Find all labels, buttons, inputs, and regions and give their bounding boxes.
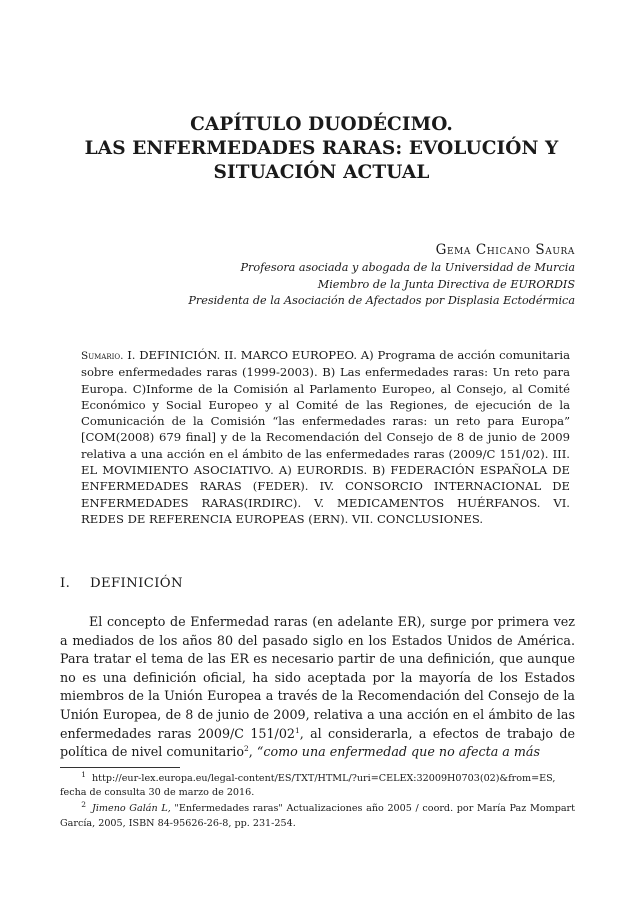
- section-number: I.: [60, 576, 71, 591]
- summary-label: Sumario.: [81, 350, 124, 362]
- footnote-ref-1[interactable]: 1: [294, 725, 300, 735]
- footnote-2-text: "Enfermedades raras" Actualizaciones año 2005 / coord. por María Paz Mompart García, 2005, ISBN 84-95626-26-8, pp. 231-254.: [60, 803, 575, 829]
- footnote-2-author: Jimeno Galán L,: [92, 803, 171, 815]
- body-text-part-2: , al considerarla, a efectos de trabajo de política de nivel comunitario: [60, 725, 575, 760]
- author-name: Gema Chicano Saura: [435, 242, 575, 258]
- footnote-1: [60, 769, 575, 800]
- chapter-title-line-2: LAS ENFERMEDADES RARAS: EVOLUCIÓN Y: [84, 138, 559, 159]
- body-quote: “como una enfermedad que no afecta a más: [256, 744, 541, 760]
- author-affiliation-3: Presidenta de la Asociación de Afectados por Displasia Ectodérmica: [188, 294, 575, 307]
- author-affiliation-1: Profesora asociada y abogada de la Universidad de Murcia: [240, 261, 575, 274]
- chapter-title-line-3: SITUACIÓN ACTUAL: [213, 162, 430, 183]
- summary-paragraph: [81, 347, 570, 527]
- chapter-title-line-1: CAPÍTULO DUODÉCIMO.: [190, 114, 453, 135]
- body-text: [60, 613, 575, 762]
- author-block: [188, 240, 575, 310]
- footnote-ref-2[interactable]: 2: [244, 743, 249, 753]
- footnote-1-text[interactable]: http://eur-lex.europa.eu/legal-content/ES/TXT/HTML/?uri=CELEX:32009H0703(02)&from=ES, fecha de consulta 30 de marzo de 2016.: [60, 773, 556, 799]
- summary-text: I. DEFINICIÓN. II. MARCO EUROPEO. A) Programa de acción comunitaria sobre enfermedades raras (1999-2003). B) Las enfermedades raras: Un reto para Europa. C)Informe de la Comisión al Parlamento Europeo, al Consejo, al Comité Económico y Social Europeo y al Comité de las Regiones, de ejecución de la Comunicación de la Comisión “las enfermedades raras: un reto para Europa” [COM(2008) 679 final] y de la Recomendación del Consejo de 8 de junio de 2009 relativa a una acción en el ámbito de las enfermedades raras (2009/C 151/02). III. EL MOVIMIENTO ASOCIATIVO. A) EURORDIS. B) FEDERACIÓN ESPAÑOLA DE ENFERMEDADES RARAS (FEDER). IV. CONSORCIO INTERNACIONAL DE ENFERMEDADES RARAS(IRDIRC). V. MEDICAMENTOS HUÉRFANOS. VI. REDES DE REFERENCIA EUROPEAS (ERN). VII. CONCLUSIONES.: [81, 348, 570, 526]
- section-title: DEFINICIÓN: [90, 576, 183, 591]
- chapter-title: [60, 113, 583, 185]
- footnote-mark-2: 2: [81, 800, 86, 810]
- footnote-divider: [60, 767, 180, 768]
- section-heading: [60, 576, 183, 591]
- body-paragraph: [60, 613, 575, 762]
- footnote-mark-1: 1: [81, 769, 86, 779]
- footnote-2: [60, 802, 575, 830]
- body-text-part-3: ,: [248, 744, 257, 760]
- body-text-part-1: El concepto de Enfermedad raras (en adelante ER), surge por primera vez a mediados de los años 80 del pasado siglo en los Estados Unidos de América. Para tratar el tema de las ER es necesario partir de una definición, que aunque no es una definición oficial, ha sido aceptada por la mayoría de los Estados miembros de la Unión Europea a través de la Recomendación del Consejo de la Unión Europea, de 8 de junio de 2009, relativa a una acción en el ámbito de las enfermedades raras 2009/C 151/02: [60, 614, 575, 741]
- author-affiliation-2: Miembro de la Junta Directiva de EURORDIS: [317, 277, 575, 291]
- footnotes: [60, 769, 575, 833]
